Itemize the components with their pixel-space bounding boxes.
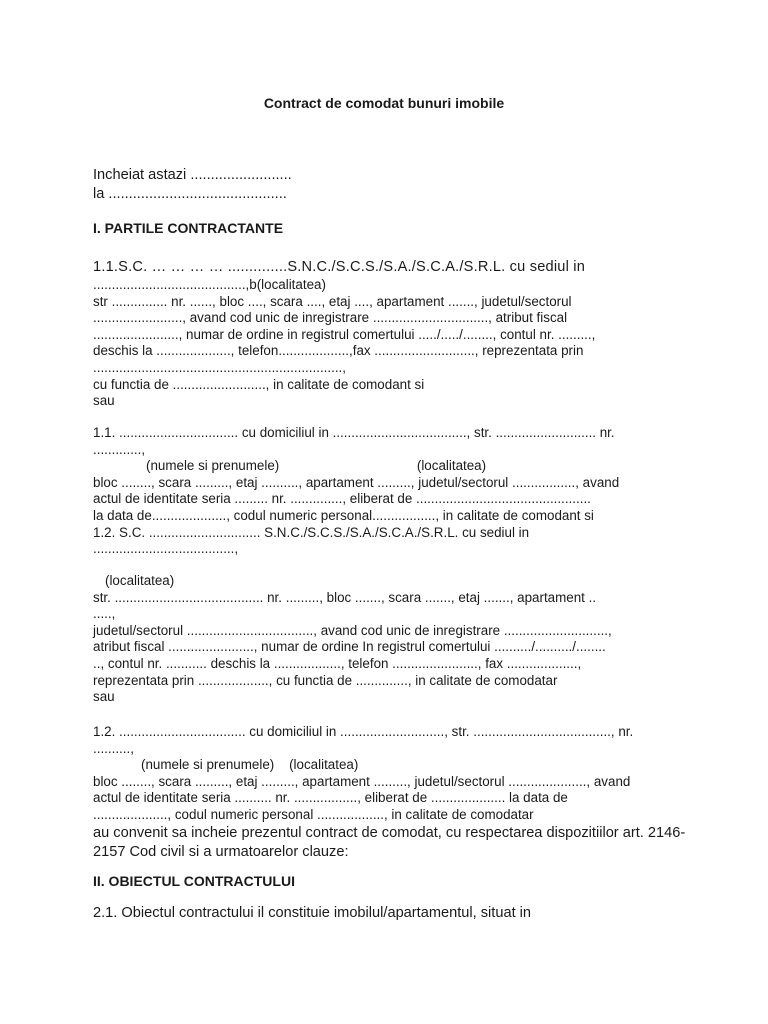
party-a-company-block <box>93 258 683 410</box>
party-a-person-block <box>93 425 683 558</box>
field-caption: (numele si prenumele) (localitatea) <box>146 458 487 474</box>
text-line: .., contul nr. ........... deschis la .................., telefon ......................., fax ..................., <box>93 655 582 671</box>
text-line: cu functia de ........................., in calitate de comodant si <box>93 376 425 392</box>
text-line: ......................., numar de ordine in registrul comertului ...../...../........, contul nr. ........., <box>93 326 596 342</box>
text-line: ....., <box>93 606 116 622</box>
text-line: sau <box>93 689 115 705</box>
text-line: 1.1. ................................ cu domiciliul in ...................................., str. ........................... nr. <box>93 425 615 440</box>
intro-place-line: la ............................................ <box>93 186 287 202</box>
section-2-heading: II. OBIECTUL CONTRACTULUI <box>93 873 295 889</box>
text-line: .........., <box>93 740 134 756</box>
intro-date-line: Incheiat astazi ......................... <box>93 167 292 183</box>
document-title: Contract de comodat bunuri imobile <box>263 95 505 111</box>
text-line: str. ........................................ nr. ........., bloc ......., scara ......., etaj ......., apartament .. <box>93 589 597 605</box>
text-line: reprezentata prin ..................., cu functia de .............., in calitate de comodatar <box>93 672 558 688</box>
intro-block <box>93 166 683 204</box>
text-line: ............., <box>93 441 146 457</box>
text-line: ...................., codul numeric personal .................., in calitate de comodatar <box>93 806 534 822</box>
clause-2-1: 2.1. Obiectul contractului il constituie imobilul/apartamentul, situat in <box>93 905 532 921</box>
field-caption: (localitatea) <box>105 573 175 588</box>
text-line: 1.2. .................................. cu domiciliul in ............................, str. ....................................., nr. <box>93 724 634 739</box>
text-line: ........................, avand cod unic de inregistrare ..............................., atribut fiscal <box>93 310 568 326</box>
text-line: str ............... nr. ......, bloc ...., scara ...., etaj ...., apartament ......., judetul/sectorul <box>93 293 572 309</box>
text-line: 2157 Cod civil si a urmatoarelor clauze: <box>93 843 349 860</box>
text-line: judetul/sectorul .................................., avand cod unic de inregistrare ............................, <box>93 622 612 638</box>
text-line: la data de...................., codul numeric personal................., in calitate de comodant si <box>93 507 594 523</box>
text-line: au convenit sa incheie prezentul contract de comodat, cu respectarea dispozitiilor art. 2146- <box>93 824 686 841</box>
text-line: actul de identitate seria ......... nr. .............., eliberat de ............................................... <box>93 491 591 507</box>
text-line: 1.1.S.C. … … … … ..............S.N.C./S.C.S./S.A./S.C.A./S.R.L. cu sediul in <box>93 259 586 275</box>
text-line: deschis la ...................., telefon...................,fax ..........................., reprezentata prin <box>93 343 584 359</box>
text-line: sau <box>93 393 115 409</box>
text-line: bloc ........, scara ........., etaj ........., apartament ........., judetul/sectorul ....................., avand <box>93 773 631 789</box>
text-line: actul de identitate seria .......... nr. ................., eliberat de .................... la data de <box>93 790 568 806</box>
party-b-company-block <box>93 573 683 706</box>
field-caption: (numele si prenumele) (localitatea) <box>141 757 359 773</box>
text-line: ..................................................................., <box>93 359 346 375</box>
text-line: 1.2. S.C. .............................. S.N.C./S.C.S./S.A./S.C.A./S.R.L. cu sediul in <box>93 524 530 540</box>
text-line: ......................................, <box>93 541 239 557</box>
text-line: .........................................,b(localitatea) <box>93 277 326 292</box>
section-1-heading: I. PARTILE CONTRACTANTE <box>93 220 284 236</box>
text-line: bloc ........, scara ........., etaj .........., apartament ........., judetul/sectorul ................., avand <box>93 474 620 490</box>
text-line: atribut fiscal ......................., numar de ordine In registrul comertului ........../........../........ <box>93 639 606 655</box>
party-b-person-block <box>93 724 686 862</box>
